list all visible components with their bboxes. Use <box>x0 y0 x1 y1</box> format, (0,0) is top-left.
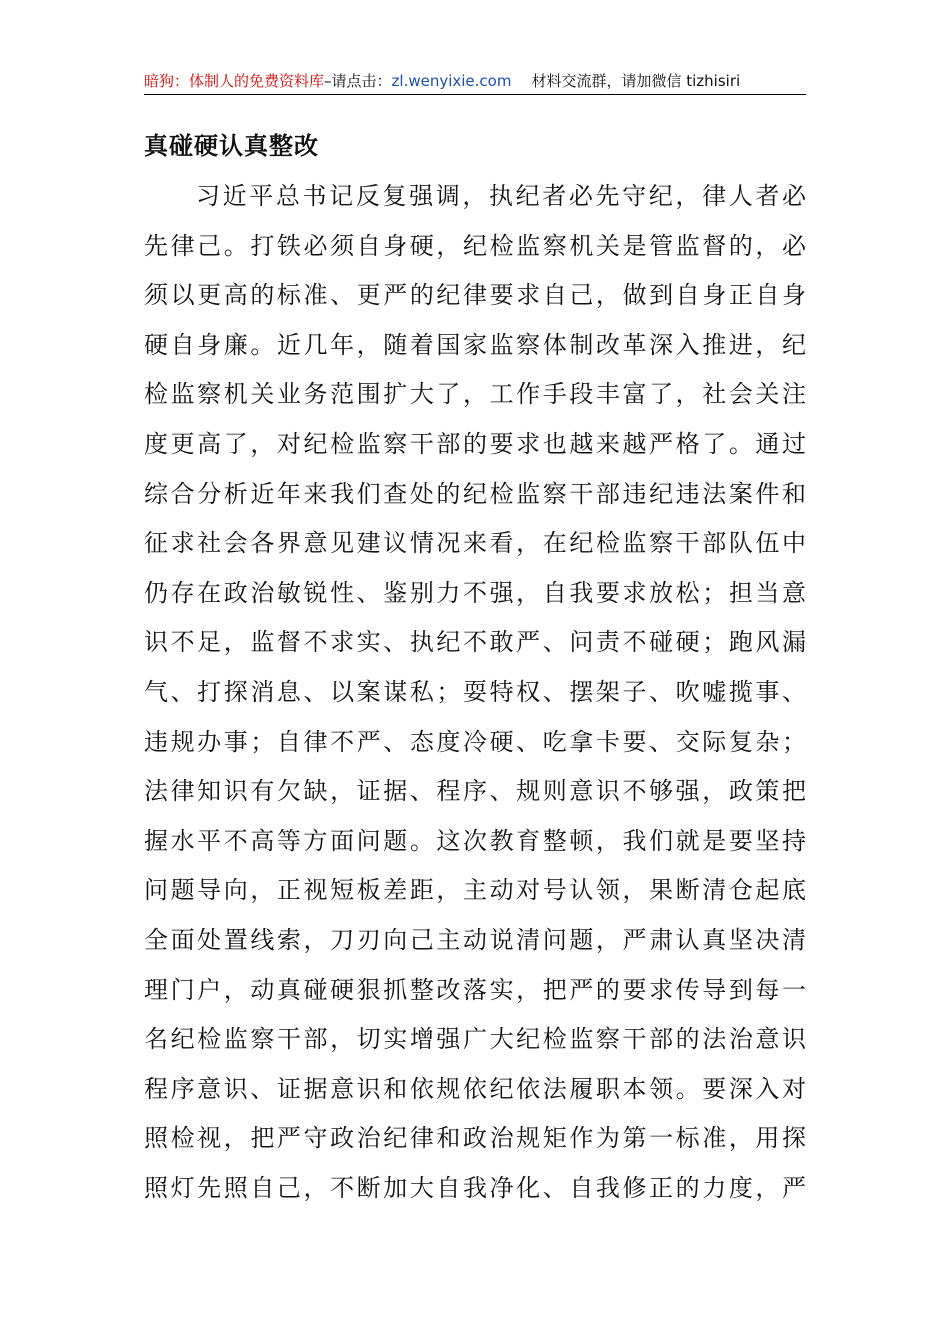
body-line: 综合分析近年来我们查处的纪检监察干部违纪违法案件和 <box>144 479 806 508</box>
body-line: 仍存在政治敏锐性、鉴别力不强，自我要求放松；担当意 <box>144 578 806 607</box>
body-line: 照检视，把严守政治纪律和政治规矩作为第一标准，用探 <box>144 1124 806 1153</box>
body-line: 问题导向，正视短板差距，主动对号认领，果断清仓起底 <box>144 876 806 905</box>
body-line: 握水平不高等方面问题。这次教育整顿，我们就是要坚持 <box>144 826 806 855</box>
body-line: 照灯先照自己，不断加大自我净化、自我修正的力度，严 <box>144 1173 806 1202</box>
body-line: 气、打探消息、以案谋私；耍特权、摆架子、吹嘘揽事、 <box>144 677 806 706</box>
body-line: 硬自身廉。近几年，随着国家监察体制改革深入推进，纪 <box>144 330 806 359</box>
header-url-link[interactable]: zl.wenyixie.com <box>391 72 512 90</box>
body-line: 先律己。打铁必须自身硬，纪检监察机关是管监督的，必 <box>144 231 806 260</box>
page-header <box>144 70 806 95</box>
body-line: 识不足，监督不求实、执纪不敢严、问责不碰硬；跑风漏 <box>144 628 806 657</box>
document-title: 真碰硬认真整改 <box>144 131 319 160</box>
header-click-prompt: –请点击： <box>324 72 392 90</box>
body-line: 违规办事；自律不严、态度冷硬、吃拿卡要、交际复杂； <box>144 727 806 756</box>
body-line: 理门户，动真碰硬狠抓整改落实，把严的要求传导到每一 <box>144 975 806 1004</box>
body-line: 全面处置线索，刀刃向己主动说清问题，严肃认真坚决清 <box>144 925 806 954</box>
body-line: 度更高了，对纪检监察干部的要求也越来越严格了。通过 <box>144 429 806 458</box>
header-site-label: 暗狗：体制人的免费资料库 <box>144 72 325 90</box>
document-body <box>144 172 806 1213</box>
header-group-info: 材料交流群，请加微信 tizhisiri <box>531 72 741 90</box>
body-line: 检监察机关业务范围扩大了，工作手段丰富了，社会关注 <box>144 380 806 409</box>
body-line: 须以更高的标准、更严的纪律要求自己，做到自身正自身 <box>144 281 806 310</box>
body-line: 名纪检监察干部，切实增强广大纪检监察干部的法治意识 <box>144 1025 806 1054</box>
body-line: 征求社会各界意见建议情况来看，在纪检监察干部队伍中 <box>144 529 806 558</box>
body-line: 习近平总书记反复强调，执纪者必先守纪，律人者必 <box>196 182 806 210</box>
body-line: 法律知识有欠缺，证据、程序、规则意识不够强，政策把 <box>144 777 806 806</box>
body-line: 程序意识、证据意识和依规依纪依法履职本领。要深入对 <box>144 1074 806 1103</box>
